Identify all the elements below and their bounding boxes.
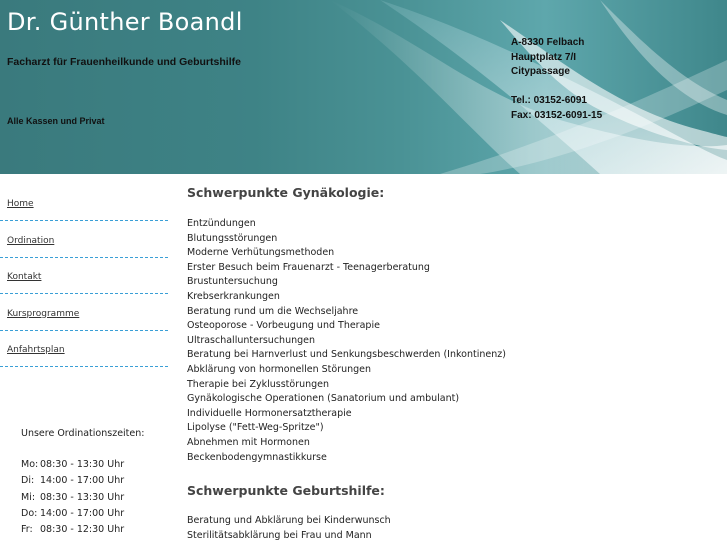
hours-day: Di: bbox=[21, 475, 35, 487]
nav-link-home[interactable]: Home bbox=[7, 199, 34, 209]
list-item: Beratung rund um die Wechseljahre bbox=[187, 305, 359, 317]
list-item: Therapie bei Zyklusstörungen bbox=[187, 378, 330, 390]
section-title: Schwerpunkte Gynäkologie: bbox=[187, 185, 385, 200]
hours-row bbox=[21, 492, 144, 508]
hours-time: 08:30 - 12:30 Uhr bbox=[40, 524, 125, 536]
list-item: Abnehmen mit Hormonen bbox=[187, 436, 310, 448]
nav-item-anfahrtsplan bbox=[0, 332, 168, 367]
opening-hours bbox=[21, 428, 144, 540]
hours-time: 08:30 - 13:30 Uhr bbox=[40, 459, 125, 470]
address-line: A-8330 Felbach bbox=[511, 37, 585, 48]
hours-day: Fr: bbox=[21, 524, 33, 536]
section-title: Schwerpunkte Geburtshilfe: bbox=[187, 483, 385, 499]
list-item: Ultraschalluntersuchungen bbox=[187, 334, 316, 346]
section-gynaekologie bbox=[187, 185, 707, 466]
list-item: Brustuntersuchung bbox=[187, 276, 278, 288]
hours-day: Do: bbox=[21, 507, 38, 519]
list-item: Gynäkologische Operationen (Sanatorium und ambulant) bbox=[187, 393, 460, 405]
nav-link-anfahrtsplan[interactable]: Anfahrtsplan bbox=[7, 345, 65, 355]
main-content bbox=[187, 185, 707, 544]
focus-list bbox=[187, 218, 707, 466]
hours-row bbox=[21, 508, 144, 524]
hours-day: Mi: bbox=[21, 491, 36, 503]
list-item: Individuelle Hormonersatztherapie bbox=[187, 407, 352, 419]
list-item: Entzündungen bbox=[187, 218, 256, 229]
nav-link-ordination[interactable]: Ordination bbox=[7, 235, 55, 246]
header-banner bbox=[0, 0, 727, 174]
list-item: Lipolyse ("Fett-Weg-Spritze") bbox=[187, 422, 324, 434]
list-item: Beckenbodengymnastikkurse bbox=[187, 451, 327, 463]
address-line: Citypassage bbox=[511, 66, 570, 77]
nav-item-ordination bbox=[0, 223, 168, 258]
hours-row bbox=[21, 524, 144, 540]
fax-number: Fax: 03152-6091-15 bbox=[511, 109, 603, 121]
nav-link-kursprogramme[interactable]: Kursprogramme bbox=[7, 308, 80, 319]
phone-number: Tel.: 03152-6091 bbox=[511, 95, 587, 106]
list-item: Erster Besuch beim Frauenarzt - Teenagerberatung bbox=[187, 261, 430, 273]
hours-time: 14:00 - 17:00 Uhr bbox=[40, 475, 125, 487]
section-geburtshilfe bbox=[187, 483, 707, 544]
list-item: Beratung bei Harnverlust und Senkungsbeschwerden (Inkontinenz) bbox=[187, 349, 506, 361]
list-item: Sterilitätsabklärung bei Frau und Mann bbox=[187, 529, 372, 541]
list-item: Beratung und Abklärung bei Kinderwunsch bbox=[187, 515, 391, 527]
list-item: Krebserkrankungen bbox=[187, 290, 280, 302]
page-subtitle: Facharzt für Frauenheilkunde und Geburtshilfe bbox=[7, 56, 241, 68]
nav-item-kursprogramme bbox=[0, 296, 168, 331]
nav-item-kontakt bbox=[0, 259, 168, 294]
address-line: Hauptplatz 7/I bbox=[511, 51, 577, 63]
list-item: Moderne Verhütungsmethoden bbox=[187, 247, 335, 259]
hours-day: Mo: bbox=[21, 459, 39, 470]
hours-time: 14:00 - 17:00 Uhr bbox=[40, 507, 125, 519]
insurance-note: Alle Kassen und Privat bbox=[7, 116, 105, 126]
page-title: Dr. Günther Boandl bbox=[7, 8, 243, 36]
hours-row bbox=[21, 459, 144, 475]
hours-row bbox=[21, 475, 144, 491]
focus-list bbox=[187, 515, 707, 544]
sidebar-nav bbox=[0, 186, 168, 369]
list-item: Abklärung von hormonellen Störungen bbox=[187, 363, 372, 375]
list-item: Blutungsstörungen bbox=[187, 232, 278, 244]
list-item: Osteoporose - Vorbeugung und Therapie bbox=[187, 320, 380, 332]
nav-link-kontakt[interactable]: Kontakt bbox=[7, 272, 42, 282]
hours-time: 08:30 - 13:30 Uhr bbox=[40, 491, 125, 503]
opening-hours-title: Unsere Ordinationszeiten: bbox=[21, 428, 145, 439]
nav-item-home bbox=[0, 186, 168, 221]
contact-address bbox=[511, 36, 602, 123]
